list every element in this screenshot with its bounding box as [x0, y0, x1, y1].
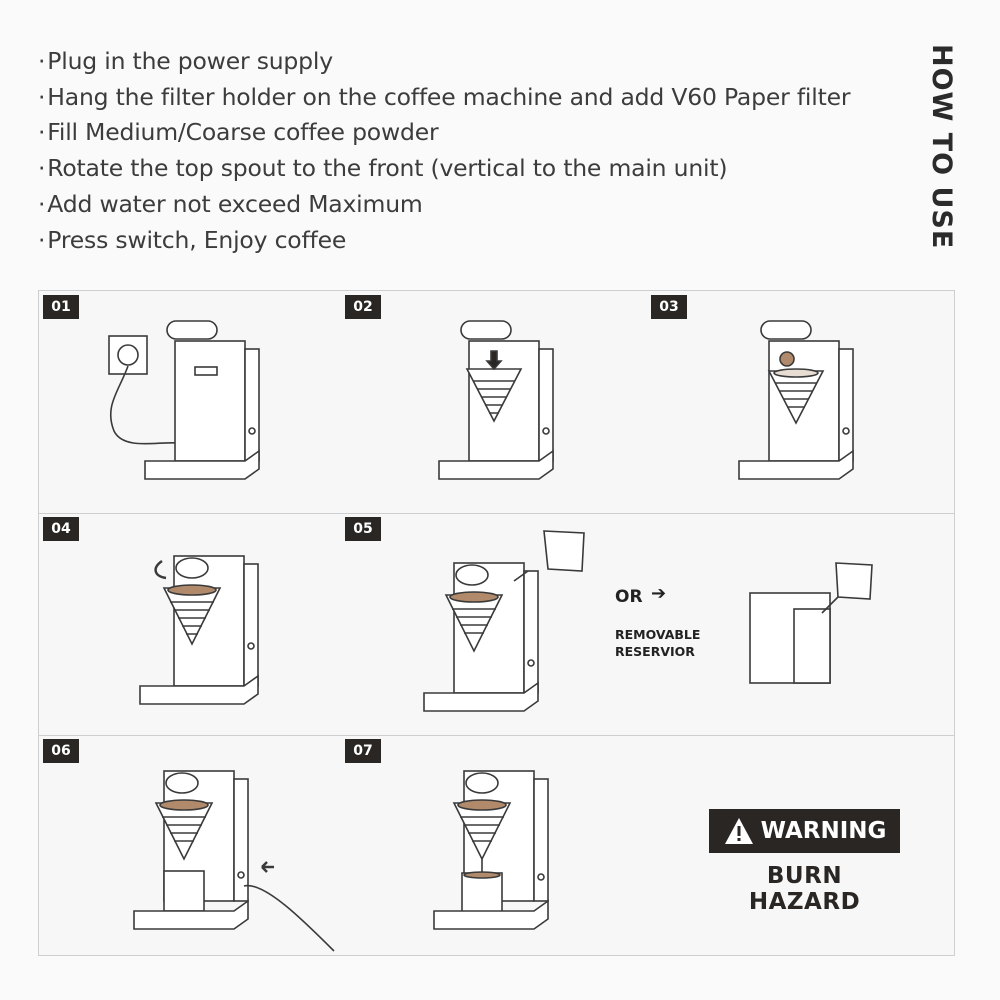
bullet: · [38, 225, 46, 254]
step-03-illustration [729, 311, 869, 491]
switch-icon [249, 428, 255, 434]
power-cord [111, 366, 179, 444]
machine-spout [167, 321, 217, 339]
bullet: · [38, 189, 46, 218]
step-badge-05: 05 [345, 517, 381, 541]
step-07-illustration [424, 761, 564, 951]
instruction-item [38, 80, 850, 116]
machine-body [175, 341, 245, 461]
switch-icon [843, 428, 849, 434]
coffee-grounds [160, 800, 208, 810]
instruction-item [38, 151, 850, 187]
switch-icon [543, 428, 549, 434]
bullet: · [38, 82, 46, 111]
coffee-grounds [450, 592, 498, 602]
instruction-list [38, 44, 850, 258]
steps-grid [38, 290, 955, 956]
row-divider [39, 513, 954, 514]
burn-hazard-label: BURN HAZARD [748, 863, 861, 915]
bullet: · [38, 47, 46, 75]
switch-icon [238, 872, 244, 878]
step-02-illustration [429, 311, 569, 491]
socket-hole [118, 345, 138, 365]
machine-spout [761, 321, 811, 339]
bullet: · [38, 154, 46, 183]
machine-side [234, 779, 248, 901]
reservoir-inner [794, 609, 830, 683]
removable-reservoir-label: REMOVABLE RESERVIOR [615, 627, 701, 659]
coffee-cup [462, 873, 502, 913]
switch-icon [538, 874, 544, 880]
machine-side [839, 349, 853, 461]
left-arrow-icon [262, 862, 274, 872]
coffee-cup [164, 871, 204, 911]
or-label: OR [615, 587, 643, 607]
step-badge-07: 07 [345, 739, 381, 763]
bullet: · [38, 118, 46, 147]
machine-spout [166, 773, 198, 793]
instruction-item [38, 187, 850, 223]
switch-icon [248, 643, 254, 649]
machine-spout [461, 321, 511, 339]
step-badge-06: 06 [43, 739, 79, 763]
step-badge-03: 03 [651, 295, 687, 319]
step-badge-02: 02 [345, 295, 381, 319]
pitcher [544, 531, 584, 571]
machine-spout [466, 773, 498, 793]
coffee-grounds [458, 800, 506, 810]
pressing-hand [244, 886, 334, 951]
warning-badge [709, 809, 900, 853]
machine-side [244, 564, 258, 686]
machine-side [534, 779, 548, 901]
row-divider [39, 735, 954, 736]
machine-side [524, 571, 538, 693]
pitcher [836, 563, 872, 599]
instruction-text: Rotate the top spout to the front (vertical to the main unit) [47, 154, 728, 183]
machine-side [245, 349, 259, 461]
coffee-scoop [780, 352, 794, 366]
water-window [195, 367, 217, 375]
step-01-illustration [99, 311, 269, 491]
instruction-text: Hang the filter holder on the coffee machine and add V60 Paper filter [47, 82, 851, 111]
step-badge-01: 01 [43, 295, 79, 319]
side-title: HOW TO USE [926, 44, 957, 250]
machine-side [539, 349, 553, 461]
reservoir-illustration [744, 553, 894, 693]
step-badge-04: 04 [43, 517, 79, 541]
switch-icon [528, 660, 534, 666]
instruction-text: Plug in the power supply [47, 47, 333, 75]
coffee-grounds [168, 585, 216, 595]
coffee-grounds [774, 369, 818, 377]
right-arrow-icon: ➔ [651, 583, 667, 604]
instruction-text: Press switch, Enjoy coffee [47, 225, 347, 254]
instruction-text: Add water not exceed Maximum [47, 189, 423, 218]
step-06-illustration [134, 761, 364, 951]
rotate-arrow-icon [156, 561, 166, 578]
warning-triangle-icon [723, 816, 755, 846]
step-04-illustration [134, 536, 274, 716]
machine-spout [176, 558, 208, 578]
warning-label: WARNING [760, 818, 887, 844]
instruction-text: Fill Medium/Coarse coffee powder [47, 118, 439, 147]
step-05-illustration [424, 523, 594, 713]
instruction-item [38, 44, 850, 80]
machine-spout [456, 565, 488, 585]
coffee-surface [464, 872, 500, 878]
instruction-item [38, 223, 850, 259]
instruction-item [38, 115, 850, 151]
